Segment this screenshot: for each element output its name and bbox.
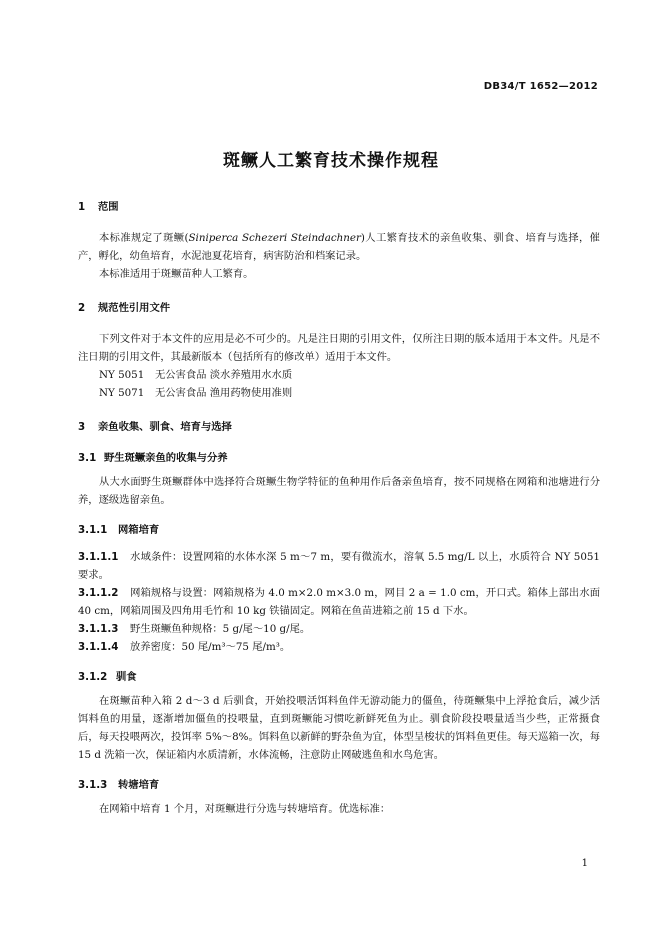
section-number: 3.1.3: [78, 779, 108, 791]
section-title: 范围: [98, 201, 119, 213]
section-title: 驯食: [116, 671, 137, 683]
reference-code: NY 5051: [99, 369, 145, 381]
section-title: 网箱培育: [118, 524, 160, 536]
section-number: 3.1.1: [78, 524, 108, 536]
section-title: 亲鱼收集、驯食、培育与选择: [98, 421, 232, 433]
reference-title: 无公害食品 淡水养殖用水水质: [155, 369, 293, 381]
paragraph: 从大水面野生斑鳜群体中选择符合斑鳜生物学特征的鱼种用作后备亲鱼培育，按不同规格在网箱和池塘进行分养，逐级选留亲鱼。: [78, 476, 600, 506]
section-number: 3: [78, 421, 86, 433]
paragraph: 在网箱中培育 1 个月，对斑鳜进行分选与转塘培育。优选标准：: [99, 803, 391, 815]
section-number: 1: [78, 201, 86, 213]
section-title: 转塘培育: [118, 779, 160, 791]
clause-number: 3.1.1.2: [78, 587, 119, 599]
section-number: 2: [78, 302, 86, 314]
clause-number: 3.1.1.3: [78, 623, 119, 635]
clause-number: 3.1.1.4: [78, 641, 119, 653]
section-3-heading: [78, 418, 600, 433]
section-title: 野生斑鳜亲鱼的收集与分养: [104, 452, 228, 464]
latin-name: Siniperca Schezeri Steindachner: [188, 232, 361, 244]
clause-item: 3.1.1.4 放养密度：50 尾/m³～75 尾/m³。: [78, 638, 600, 656]
section-3-1-heading: [78, 449, 600, 464]
clause-item: 3.1.1.1 水域条件：设置网箱的水体水深 5 m～7 m，要有微流水，溶氧 5.5 mg/L 以上，水质符合 NY 5051 要求。: [78, 548, 600, 584]
document-body: [78, 198, 600, 818]
clause-item: 3.1.1.2 网箱规格与设置：网箱规格为 4.0 m×2.0 m×3.0 m，网目 2 a = 1.0 cm，开口式。箱体上部出水面 40 cm，网箱周围及四角用毛竹和 10 kg 铁锚固定。网箱在鱼苗进箱之前 15 d 下水。: [78, 584, 600, 620]
section-3-1-3-heading: [78, 776, 600, 791]
standard-code-header: DB34/T 1652—2012: [483, 81, 598, 92]
reference-title: 无公害食品 渔用药物使用准则: [155, 387, 293, 399]
section-title: 规范性引用文件: [98, 302, 171, 314]
page-number: 1: [581, 858, 588, 869]
section-3-1-1-heading: [78, 521, 600, 536]
paragraph: 本标准适用于斑鳜苗种人工繁育。: [99, 268, 254, 280]
paragraph: 下列文件对于本文件的应用是必不可少的。凡是注日期的引用文件，仅所注日期的版本适用于本文件。凡是不注日期的引用文件，其最新版本（包括所有的修改单）适用于本文件。: [78, 333, 600, 363]
paragraph: 本标准规定了斑鳜(Siniperca Schezeri Steindachner)人工繁育技术的亲鱼收集、驯食、培育与选择，催产，孵化，幼鱼培育，水泥池夏花培育，病害防治和档案记录。: [78, 232, 600, 262]
paragraph: 在斑鳜苗种入箱 2 d～3 d 后驯食，开始投喂活饵料鱼伴无游动能力的僵鱼，待斑鳜集中上浮抢食后，减少活饵料鱼的用量，逐渐增加僵鱼的投喂量，直到斑鳜能习惯吃新鲜死鱼为止。驯食阶段投喂量适当少些，正常摄食后，每天投喂两次，投饵率 5%～8%。饵料鱼以新鲜的野杂鱼为宜，体型呈梭状的饵料鱼更佳。每天巡箱一次，每 15 d 洗箱一次，保证箱内水质清新，水体流畅，注意防止网破逃鱼和水鸟危害。: [78, 695, 600, 761]
section-number: 3.1.2: [78, 671, 108, 683]
reference-code: NY 5071: [99, 387, 145, 399]
section-1-heading: [78, 198, 600, 213]
reference-item: [78, 384, 600, 402]
section-number: 3.1: [78, 452, 97, 464]
document-title: 斑鳜人工繁育技术操作规程: [223, 151, 439, 171]
section-3-1-2-heading: [78, 668, 600, 683]
clause-number: 3.1.1.1: [78, 551, 119, 563]
section-2-heading: [78, 299, 600, 314]
clause-item: 3.1.1.3 野生斑鳜鱼种规格：5 g/尾～10 g/尾。: [78, 620, 600, 638]
reference-item: [78, 366, 600, 384]
